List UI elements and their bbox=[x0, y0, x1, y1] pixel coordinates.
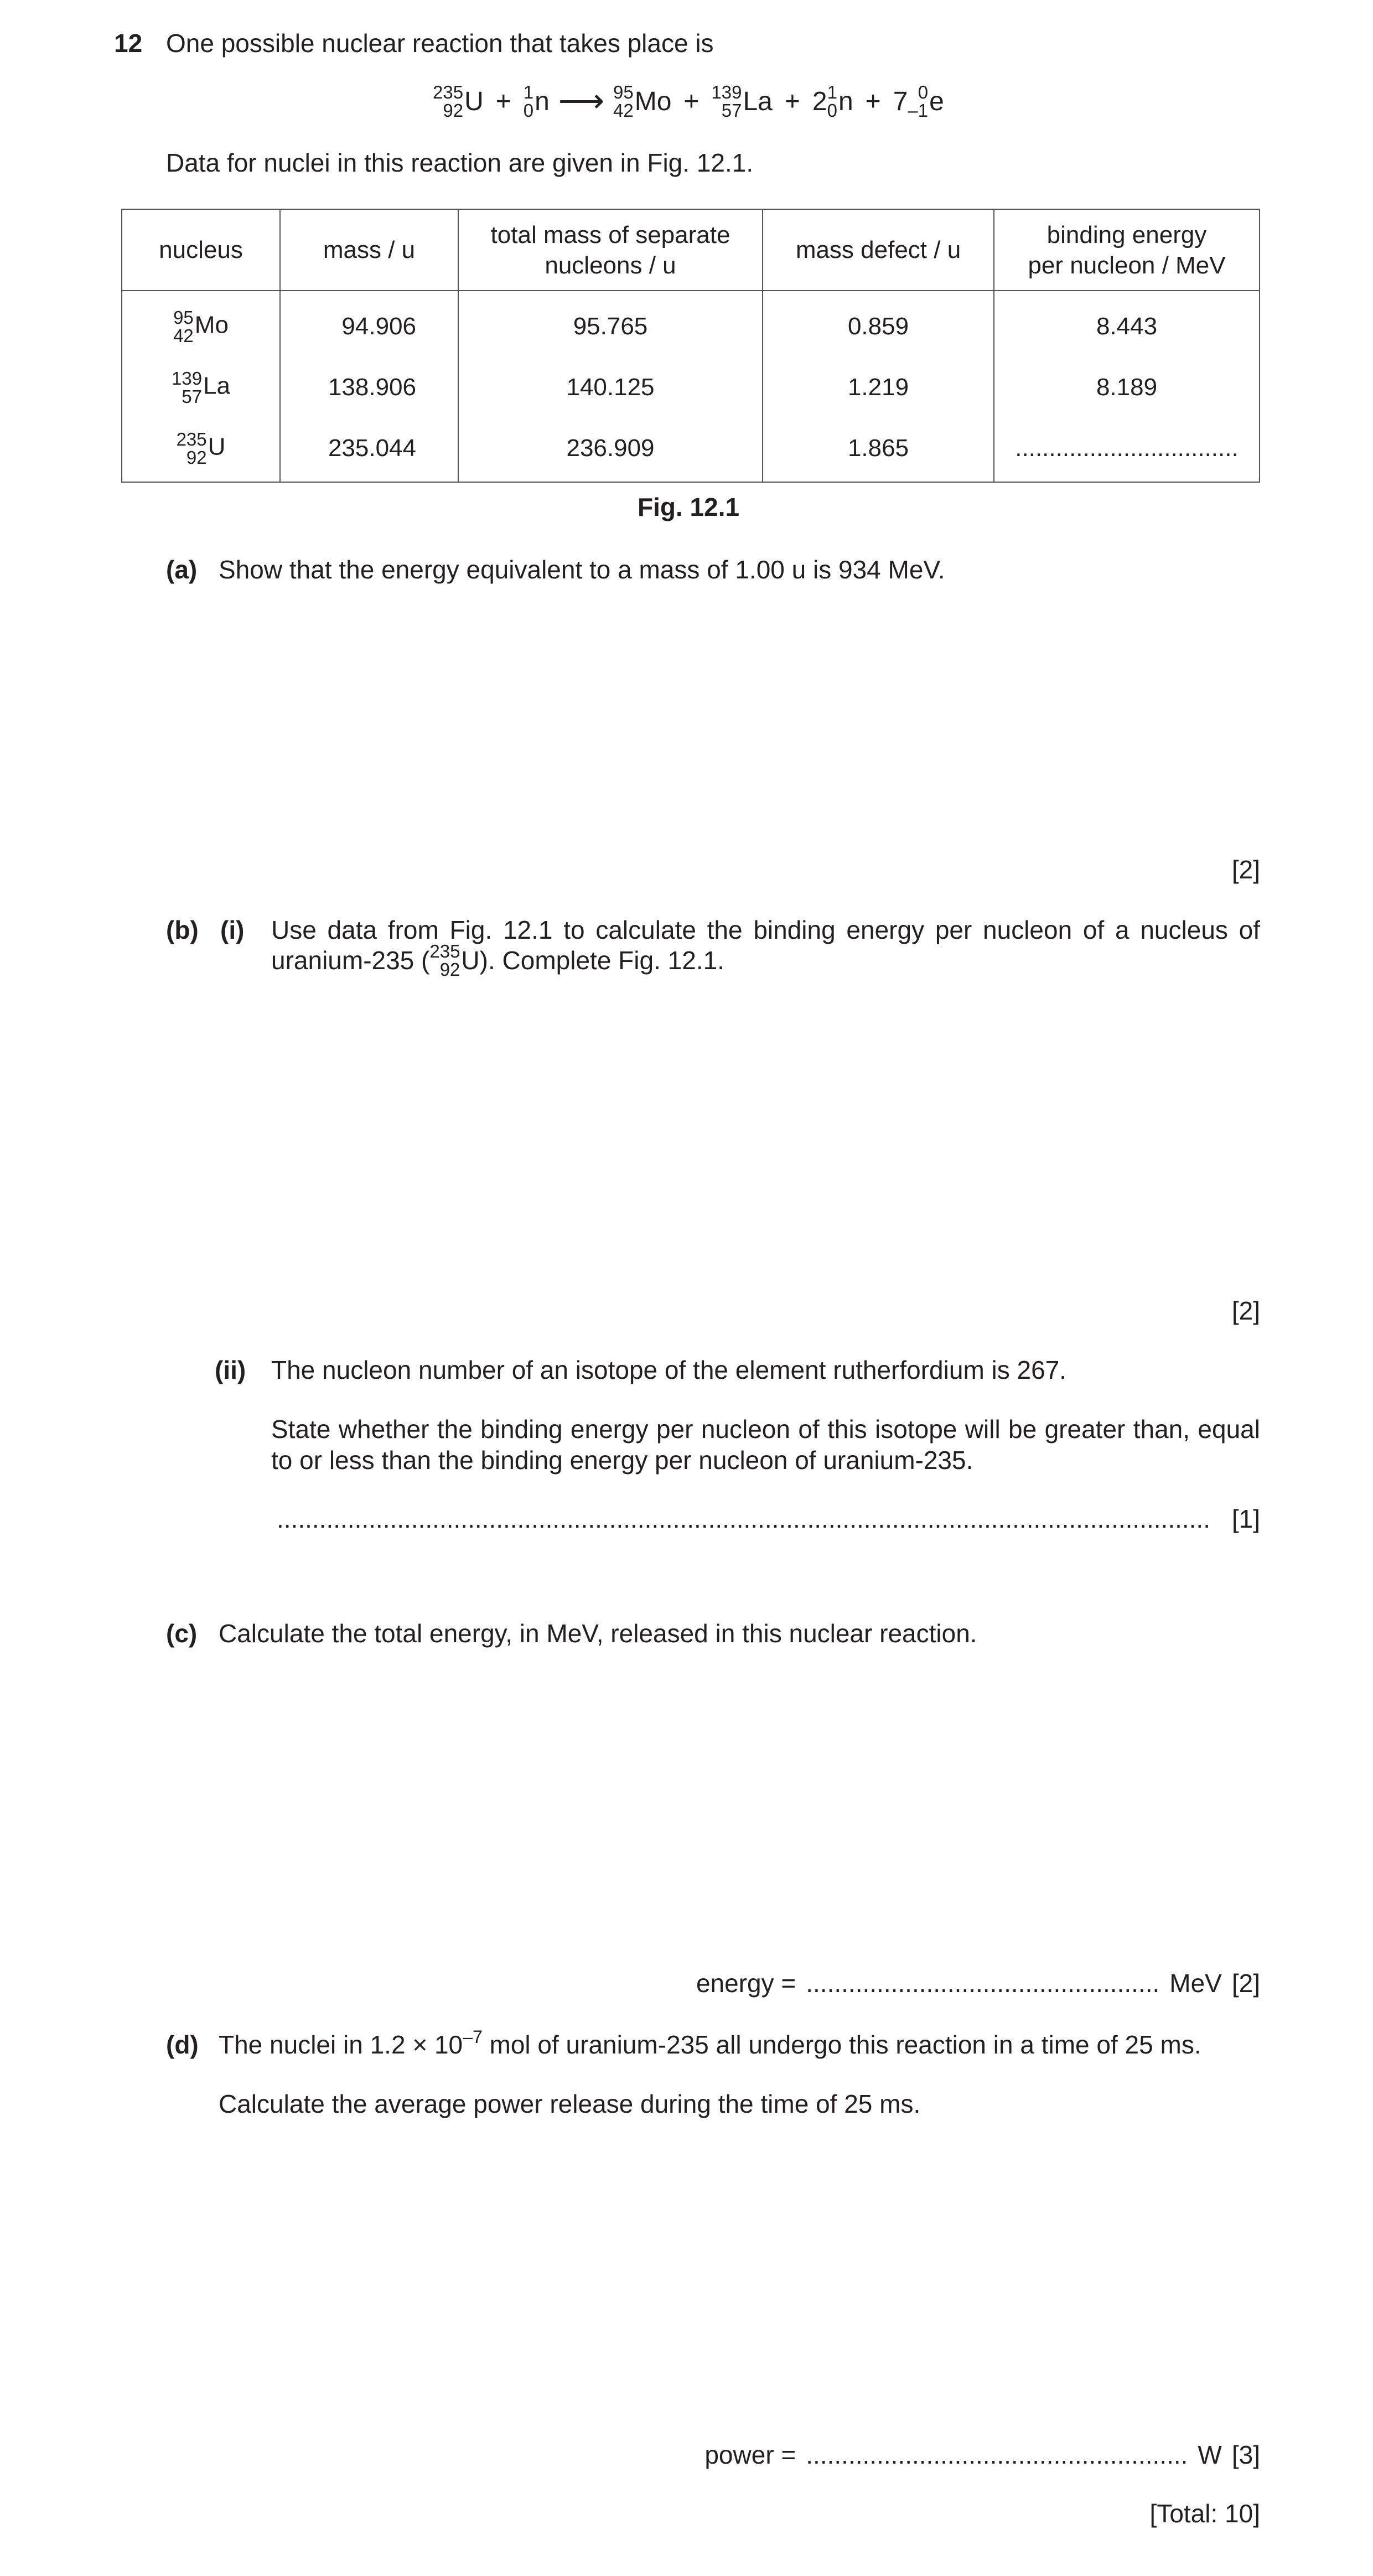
part-b-ii-text2: State whether the binding energy per nucleon of this isotope will be greater than, equal to or less than the binding energy per nucleon of uranium-235. bbox=[271, 1415, 1260, 1475]
nucleus-cell: 235 92 U bbox=[122, 418, 280, 482]
binding-energy-answer-field[interactable]: ................................. bbox=[994, 418, 1260, 482]
part-b-label: (b) bbox=[166, 915, 199, 944]
part-b-ii-text1: The nucleon number of an isotope of the element rutherfordium is 267. bbox=[271, 1356, 1067, 1384]
data-intro: Data for nuclei in this reaction are given in Fig. 12.1. bbox=[166, 148, 754, 177]
table-row bbox=[122, 357, 1260, 418]
nuclide-notation: 95 42 bbox=[613, 82, 634, 121]
part-d-answer bbox=[704, 2440, 1260, 2470]
part-d-text: The nuclei in $1.2 \times 10^{-7}$ mol of uranium-235 all undergo this reaction in a time of 25 ms. bbox=[219, 2027, 1201, 2059]
part-c-marks: [2] bbox=[1231, 1969, 1260, 1998]
part-d-marks: [3] bbox=[1231, 2440, 1260, 2469]
part-d-label: (d) bbox=[166, 2030, 199, 2059]
part-b-i-marks: [2] bbox=[1231, 1296, 1260, 1325]
energy-answer-field[interactable]: .................................................. bbox=[806, 1969, 1160, 1998]
total-marks: [Total: 10] bbox=[1149, 2499, 1260, 2528]
part-c-answer bbox=[696, 1969, 1260, 1998]
part-c-label: (c) bbox=[166, 1619, 198, 1648]
binding-energy-cell: 8.189 bbox=[994, 357, 1260, 418]
part-b-i-line2: uranium-235 ( 235 92 U ). Complete Fig. 12.1. bbox=[271, 941, 724, 980]
nuclide-notation: 139 57 bbox=[711, 82, 742, 121]
table-row bbox=[122, 418, 1260, 482]
nucleus-cell: 95 42 Mo bbox=[122, 291, 280, 357]
nucleus-cell: 139 57 La bbox=[122, 357, 280, 418]
question-number: 12 bbox=[114, 29, 143, 58]
part-d-text2: Calculate the average power release during the time of 25 ms. bbox=[219, 2089, 921, 2118]
part-b-i-label: (i) bbox=[220, 915, 245, 944]
power-answer-label: power = bbox=[704, 2440, 796, 2469]
part-b-ii-label: (ii) bbox=[215, 1356, 246, 1384]
reaction-arrow: ⟶ bbox=[558, 83, 604, 119]
energy-answer-label: energy = bbox=[696, 1969, 796, 1998]
header-mass: mass / u bbox=[280, 209, 458, 291]
part-a-label: (a) bbox=[166, 555, 198, 584]
table-row bbox=[122, 291, 1260, 357]
table-header-row bbox=[122, 209, 1260, 291]
power-answer-field[interactable]: ...................................................... bbox=[806, 2440, 1188, 2469]
nuclei-data-table bbox=[121, 209, 1260, 483]
header-nucleus: nucleus bbox=[122, 209, 280, 291]
question-intro: One possible nuclear reaction that takes place is bbox=[166, 29, 714, 58]
binding-energy-cell: 8.443 bbox=[994, 291, 1260, 357]
total-mass-cell: 95.765 bbox=[458, 291, 763, 357]
nuclide-notation: 235 92 bbox=[433, 82, 464, 121]
total-mass-cell: 140.125 bbox=[458, 357, 763, 418]
mass-cell: 94.906 bbox=[280, 291, 458, 357]
header-mass-defect: mass defect / u bbox=[763, 209, 994, 291]
part-b-i-line1: Use data from Fig. 12.1 to calculate the binding energy per nucleon of a nucleus of bbox=[271, 915, 1260, 944]
mass-defect-cell: 1.865 bbox=[763, 418, 994, 482]
energy-unit: MeV bbox=[1169, 1969, 1222, 1998]
part-b-ii-answer-line[interactable]: .................................................................................................................................... bbox=[277, 1504, 1210, 1533]
part-a-text: Show that the energy equivalent to a mass of 1.00 u is 934 MeV. bbox=[219, 555, 945, 584]
total-mass-cell: 236.909 bbox=[458, 418, 763, 482]
mass-defect-cell: 1.219 bbox=[763, 357, 994, 418]
header-binding-energy: binding energy per nucleon / MeV bbox=[994, 209, 1260, 291]
figure-caption: Fig. 12.1 bbox=[638, 493, 740, 521]
nuclide-notation: 1 0 bbox=[827, 82, 837, 121]
nuclide-notation: 1 0 bbox=[523, 82, 534, 121]
nuclide-notation: 0 –1 bbox=[908, 82, 929, 121]
nuclear-equation: 235 92 U + 1 0 n ⟶ 95 42 Mo + 139 57 La + 2 1 0 n + 7 0 –1 e bbox=[433, 82, 944, 121]
mass-cell: 138.906 bbox=[280, 357, 458, 418]
header-total-mass: total mass of separate nucleons / u bbox=[458, 209, 763, 291]
part-a-marks: [2] bbox=[1231, 855, 1260, 884]
mass-cell: 235.044 bbox=[280, 418, 458, 482]
part-b-ii-marks: [1] bbox=[1231, 1504, 1260, 1533]
power-unit: W bbox=[1198, 2440, 1222, 2469]
mass-defect-cell: 0.859 bbox=[763, 291, 994, 357]
part-c-text: Calculate the total energy, in MeV, released in this nuclear reaction. bbox=[219, 1619, 977, 1648]
